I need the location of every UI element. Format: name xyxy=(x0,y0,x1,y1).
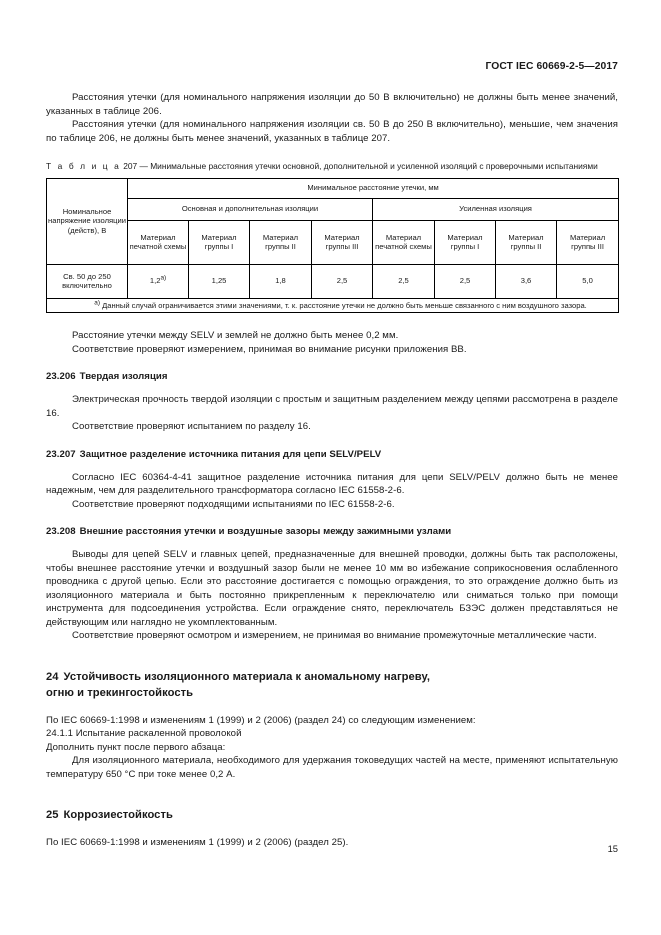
clause-number-23-206: 23.206 xyxy=(46,371,76,383)
section-24-lead: По IEC 60669-1:1998 и изменениям 1 (1999) и 2 (2006) (раздел 24) со следующим изменением: xyxy=(46,714,476,726)
section-title-24-line2: огню и трекингостойкость xyxy=(46,687,194,700)
section-title-25: Коррозиестойкость xyxy=(63,809,173,822)
table-cell-6: 2,5 xyxy=(435,264,496,298)
page-number: 15 xyxy=(607,843,618,854)
table-cell-5: 2,5 xyxy=(373,264,435,298)
table-row-footnote xyxy=(47,298,619,313)
clause-title-23-206: Твердая изоляция xyxy=(79,371,168,383)
clause-23-208-paragraph-1: Выводы для цепей SELV и главных цепей, предназначенные для внешней проводки, должны быть так расположены, чтобы внешнее расстояние утечки и воздушный зазор были не менее 10 мм во избежание соприкосновения ослабленного проводника с другой цепью. Если это расстояние достигается с помощью ограждения, то это ограждение должно быть из изоляционного материала и быть постоянно прикрепленным к переключателю или сниматься только при помощи инструмента для подсоединения устройства. Если ограждение снято, переключатель БЗЭС должен представляться не действующим или наглядно не укомплектованным. xyxy=(46,549,618,628)
table-cell-1 xyxy=(128,264,189,298)
section-heading-24 xyxy=(46,669,618,702)
table-col-header-5: Материал печатной схемы xyxy=(373,220,435,264)
clause-title-23-208: Внешние расстояния утечки и воздушные зазоры между зажимными узлами xyxy=(79,526,452,538)
section-heading-25 xyxy=(46,807,618,824)
after-table-paragraph-1: Расстояние утечки между SELV и землей не должно быть менее 0,2 мм. xyxy=(72,330,399,342)
table-col-header-6: Материал группы I xyxy=(435,220,496,264)
section-title-24-line1: Устойчивость изоляционного материала к аномальному нагреву, xyxy=(63,670,431,683)
table-207 xyxy=(46,178,619,314)
running-head: ГОСТ IEC 60669-2-5—2017 xyxy=(485,61,618,72)
intro-paragraph-1: Расстояния утечки (для номинального напряжения изоляции до 50 В включительно) не должны быть менее значений, указанных в таблице 206. xyxy=(46,92,618,117)
table-caption-text: Минимальные расстояния утечки основной, дополнительной и усиленной изоляций с проверочными испытаниями xyxy=(150,161,598,171)
table-row-group-headers xyxy=(47,198,619,220)
table-col-header-7: Материал группы II xyxy=(496,220,557,264)
after-table-paragraph-2: Соответствие проверяют измерением, принимая во внимание рисунки приложения ВВ. xyxy=(72,343,467,355)
table-group-header-basic: Основная и дополнительная изоляции xyxy=(128,198,373,220)
clause-number-23-207: 23.207 xyxy=(46,448,76,460)
clause-number-23-208: 23.208 xyxy=(46,526,76,538)
table-row-span-header xyxy=(47,178,619,198)
table-col-header-3: Материал группы II xyxy=(250,220,312,264)
clause-heading-23-208 xyxy=(46,525,618,538)
clause-23-208-paragraph-2: Соответствие проверяют осмотром и измерением, не принимая во внимание промежуточные металлические части. xyxy=(72,630,597,642)
clause-heading-23-207 xyxy=(46,448,618,461)
table-cell-1-footnote-mark: а) xyxy=(160,274,167,282)
intro-paragraph-2: Расстояния утечки (для номинального напряжения изоляции св. 50 В до 250 В включительно), меньшие, чем значения по таблице 206, не должны быть менее значений, указанных в таблице 207. xyxy=(46,119,618,144)
table-span-header: Минимальное расстояние утечки, мм xyxy=(128,178,619,198)
section-24-paragraph: Для изоляционного материала, необходимого для удержания токоведущих частей на месте, применяют испытательную температуру 650 °С при токе менее 0,2 А. xyxy=(46,755,618,780)
table-col-header-8: Материал группы III xyxy=(557,220,619,264)
table-cell-8: 5,0 xyxy=(557,264,619,298)
section-number-25: 25 xyxy=(46,809,59,822)
table-row xyxy=(47,264,619,298)
table-cell-4: 2,5 xyxy=(312,264,373,298)
table-stub-header: Номинальное напряжение изоляции (действ), В xyxy=(47,178,128,264)
page-content xyxy=(46,0,618,849)
table-footnote-mark: а) xyxy=(94,299,100,307)
clause-23-206-paragraph-1: Электрическая прочность твердой изоляции с простым и защитным разделением между цепями рассмотрена в разделе 16. xyxy=(46,394,618,419)
clause-heading-23-206 xyxy=(46,370,618,383)
table-col-header-4: Материал группы III xyxy=(312,220,373,264)
table-caption-number: 207 xyxy=(123,161,138,171)
table-col-header-1: Материал печатной схемы xyxy=(128,220,189,264)
table-cell-3: 1,8 xyxy=(250,264,312,298)
table-footnote-text: Данный случай ограничивается этими значениями, т. к. расстояние утечки не должно быть меньше связанного с ним воздушного зазора. xyxy=(102,300,587,310)
clause-title-23-207: Защитное разделение источника питания для цепи SELV/PELV xyxy=(79,448,382,460)
clause-23-207-paragraph-1: Согласно IEC 60364-4-41 защитное разделение источника питания для цепи SELV/PELV должно быть не менее надежным, чем для разделительного трансформатора согласно IEC 61558-2-6. xyxy=(46,471,618,497)
table-cell-1-value: 1,2 xyxy=(149,276,161,286)
table-cell-2: 1,25 xyxy=(189,264,250,298)
table-cell-7: 3,6 xyxy=(496,264,557,298)
section-25-paragraph: По IEC 60669-1:1998 и изменениям 1 (1999) и 2 (2006) (раздел 25). xyxy=(46,836,349,848)
table-row-column-headers xyxy=(47,220,619,264)
clause-23-207-paragraph-2: Соответствие проверяют подходящими испытаниями по IEC 61558-2-6. xyxy=(72,498,395,510)
clause-23-206-paragraph-2: Соответствие проверяют испытанием по разделу 16. xyxy=(72,421,311,433)
table-caption-label: Т а б л и ц а xyxy=(46,161,121,171)
table-col-header-2: Материал группы I xyxy=(189,220,250,264)
table-row-stub: Св. 50 до 250 включительно xyxy=(47,264,128,298)
table-group-header-reinforced: Усиленная изоляция xyxy=(373,198,619,220)
section-24-instruction: Дополнить пункт после первого абзаца: xyxy=(46,741,226,753)
table-caption xyxy=(46,161,618,173)
section-24-subclause: 24.1.1 Испытание раскаленной проволокой xyxy=(46,728,242,740)
table-caption-dash: — xyxy=(139,161,148,171)
section-number-24: 24 xyxy=(46,670,59,683)
table-footnote xyxy=(47,298,619,313)
